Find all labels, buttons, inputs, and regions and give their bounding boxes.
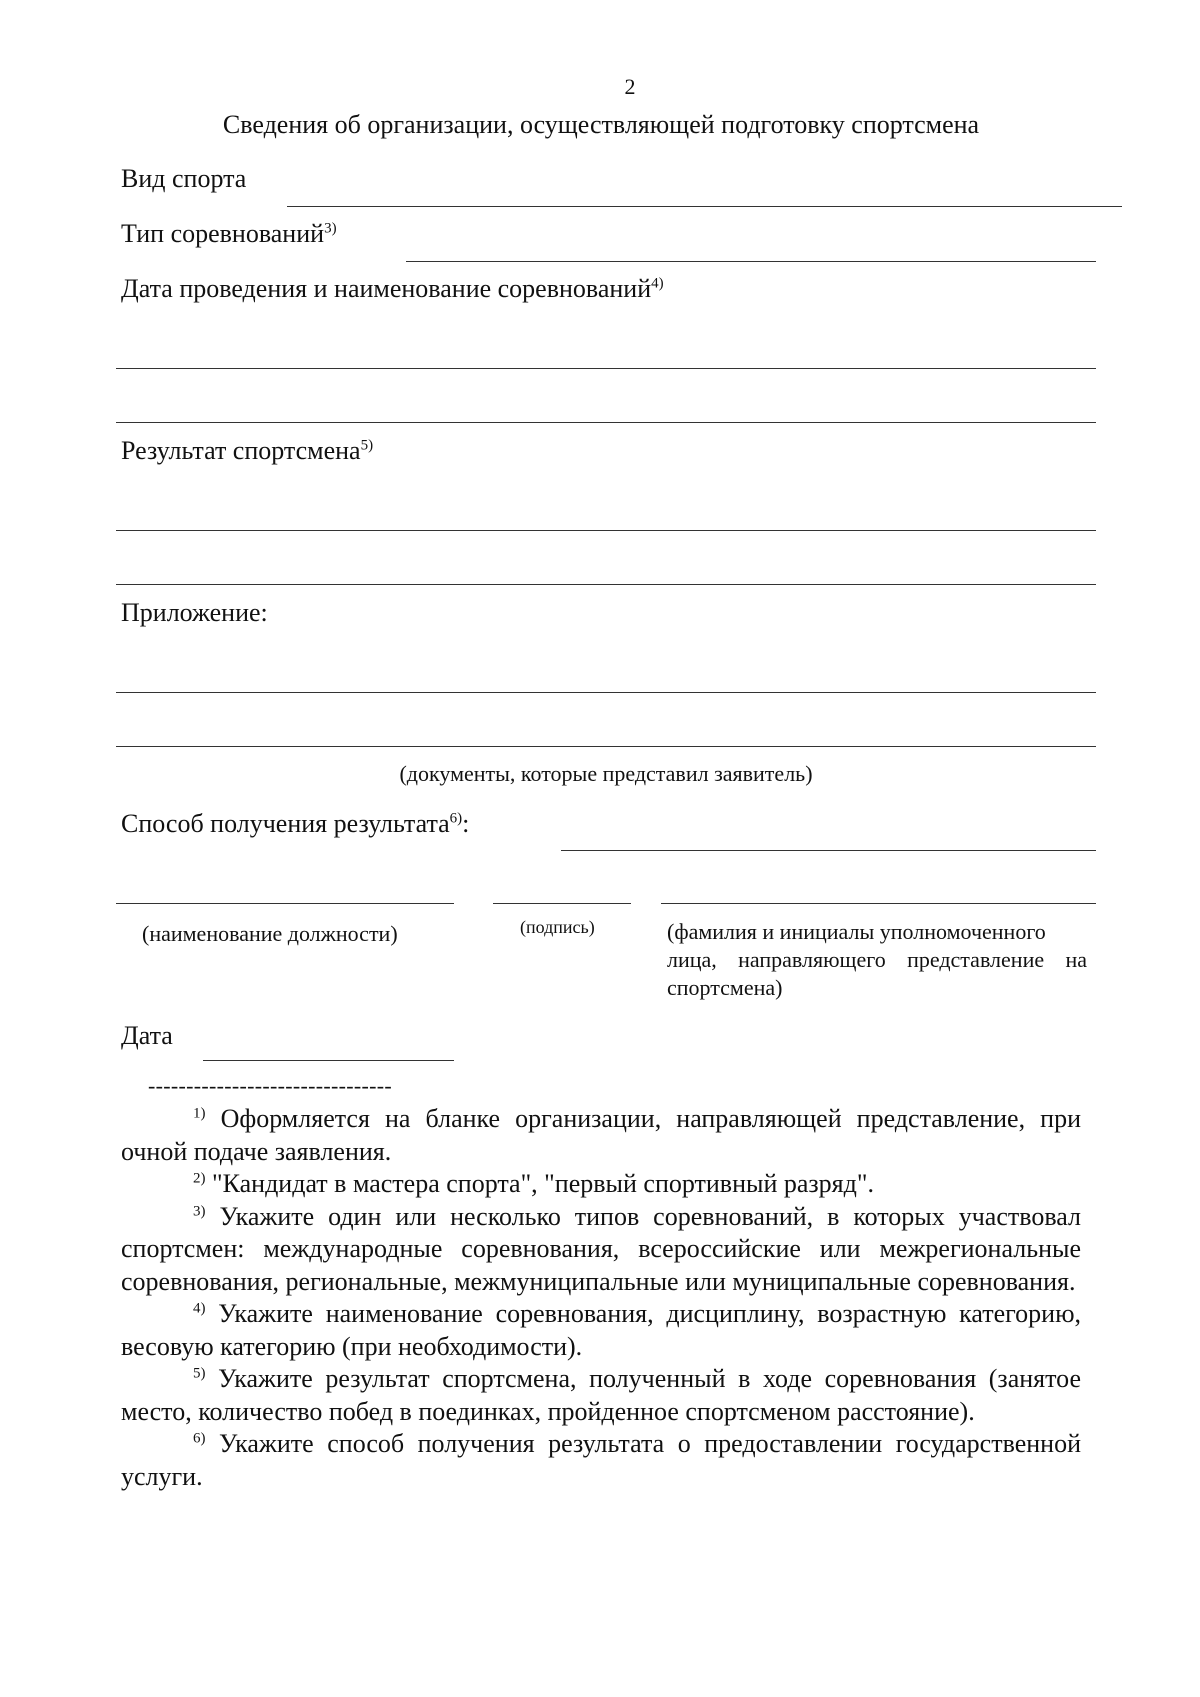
page-number: 2 (624, 74, 636, 99)
footnote-ref-6: 6) (449, 810, 463, 827)
signature-input-line[interactable] (493, 903, 631, 904)
position-input-line[interactable] (116, 903, 454, 904)
result-input-line-2[interactable] (116, 584, 1096, 585)
footnote-6-text: Укажите способ получения результата о предоставлении государственной услуги. (121, 1429, 1081, 1491)
method-input-line[interactable] (561, 850, 1096, 851)
name-caption-line-3: спортсмена) (667, 975, 783, 1000)
date-name-label (121, 273, 664, 305)
footnote-ref-4: 4) (651, 275, 664, 292)
footnote-4-mark: 4) (193, 1300, 206, 1317)
date-name-input-line-2[interactable] (116, 422, 1096, 423)
position-caption: (наименование должности) (142, 921, 398, 946)
footnote-1-mark: 1) (193, 1105, 206, 1122)
page-title: Сведения об организации, осуществляющей подготовку спортсмена (222, 110, 980, 139)
date-label: Дата (121, 1021, 173, 1050)
footnote-ref-3: 3) (324, 220, 337, 237)
method-text: Способ получения результата (121, 809, 450, 838)
footnotes (121, 1103, 1081, 1493)
footnote-5 (121, 1363, 1081, 1428)
footnote-1 (121, 1103, 1081, 1168)
date-name-text: Дата проведения и наименование соревнований (121, 274, 652, 303)
attachment-note: (документы, которые представил заявитель) (399, 761, 813, 786)
name-input-line[interactable] (661, 903, 1096, 904)
attachment-input-line-1[interactable] (116, 692, 1096, 693)
sport-label: Вид спорта (121, 164, 247, 193)
attachment-input-line-2[interactable] (116, 746, 1096, 747)
competition-type-label (121, 218, 337, 250)
sport-input-line[interactable] (287, 206, 1122, 207)
name-caption (667, 918, 1087, 1002)
footnote-1-text: Оформляется на бланке организации, направляющей представление, при очной подаче заявления. (121, 1104, 1082, 1166)
result-text: Результат спортсмена (121, 436, 361, 465)
name-caption-line-2: лица, направляющего представление на (667, 947, 1087, 972)
footnote-5-text: Укажите результат спортсмена, полученный в ходе соревнования (занятое место, количество побед в поединках, пройденное спортсменом расстояние). (121, 1364, 1081, 1426)
footnote-separator: -------------------------------- (148, 1073, 393, 1098)
date-name-input-line-1[interactable] (116, 368, 1096, 369)
footnote-6-mark: 6) (193, 1430, 206, 1447)
footnote-5-mark: 5) (193, 1365, 206, 1382)
name-caption-line-1: (фамилия и инициалы уполномоченного (667, 919, 1046, 944)
footnote-3-text: Укажите один или несколько типов соревнований, в которых участвовал спортсмен: международные соревнования, всероссийские или межрегиональные соревнования, региональные, межмуниципальные или муниципальные соревнования. (121, 1201, 1082, 1296)
footnote-3-mark: 3) (193, 1202, 206, 1219)
footnote-2-text: "Кандидат в мастера спорта", "первый спортивный разряд". (212, 1169, 874, 1198)
footnote-4-text: Укажите наименование соревнования, дисциплину, возрастную категорию, весовую категорию (при необходимости). (121, 1299, 1082, 1361)
footnote-3 (121, 1201, 1081, 1299)
footnote-4 (121, 1298, 1081, 1363)
result-label (121, 435, 373, 467)
footnote-ref-5: 5) (360, 437, 374, 454)
footnote-2 (121, 1168, 1081, 1201)
competition-type-input-line[interactable] (406, 261, 1096, 262)
footnote-6 (121, 1428, 1081, 1493)
method-label (121, 808, 469, 840)
signature-caption: (подпись) (520, 917, 595, 937)
attachment-label: Приложение: (121, 598, 268, 627)
footnote-2-mark: 2) (193, 1170, 206, 1187)
method-colon: : (462, 809, 470, 838)
competition-type-text: Тип соревнований (121, 219, 325, 248)
result-input-line-1[interactable] (116, 530, 1096, 531)
date-input-line[interactable] (203, 1060, 454, 1061)
